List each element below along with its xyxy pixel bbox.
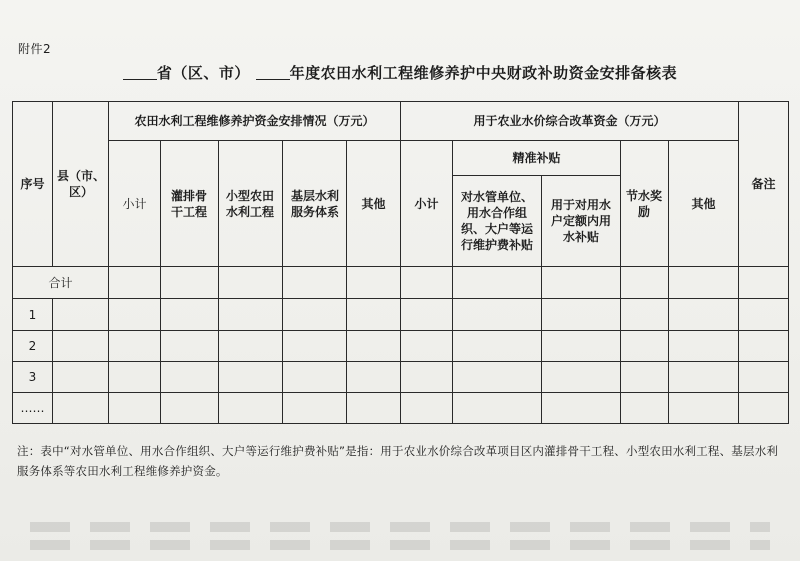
header-seq: 序号 [20,177,45,191]
header-remarks: 备注 [751,177,776,191]
header-maintenance-other: 其他 [361,196,386,211]
attachment-label: 附件2 [18,42,52,56]
header-maintenance-subtotal: 小计 [122,196,147,211]
bleed-through-watermark [30,514,770,554]
header-reform-other: 其他 [691,196,716,211]
title-part2: 年度农田水利工程维修养护中央财政补助资金安排备核表 [289,64,678,82]
row-3-label: 3 [28,370,37,384]
header-reform-subtotal: 小计 [414,196,439,211]
title-part1: 省（区、市） [156,64,250,82]
header-reform-group: 用于农业水价综合改革资金（万元） [473,114,666,128]
header-maintenance-group: 农田水利工程维修养护资金安排情况（万元） [134,114,375,128]
header-precise-subsidy: 精准补贴 [512,151,561,165]
header-irrigation-drainage: 灌排骨干工程 [170,188,207,219]
row-ellipsis-label: …… [20,401,45,415]
header-grassroots-service: 基层水利服务体系 [290,188,339,219]
row-total-label: 合计 [48,275,73,290]
row-1-label: 1 [28,307,37,322]
header-water-saving-award: 节水奖励 [625,188,662,219]
header-operation-subsidy: 对水管单位、用水合作组织、大户等运行维护费补贴 [460,190,533,252]
footnote: 注：表中“对水管单位、用水合作组织、大户等运行维护费补贴”是指：用于农业水价综合改革项目区内灌排骨干工程、小型农田水利工程、基层水利服务体系等农田水利工程维修养护资金。 [17,444,779,478]
row-2-label: 2 [28,339,37,353]
header-county: 县（市、区） [56,169,105,199]
header-small-farmland: 小型农田水利工程 [225,188,274,219]
header-quota-water-subsidy: 用于对用水户定额内用水补贴 [550,198,611,244]
